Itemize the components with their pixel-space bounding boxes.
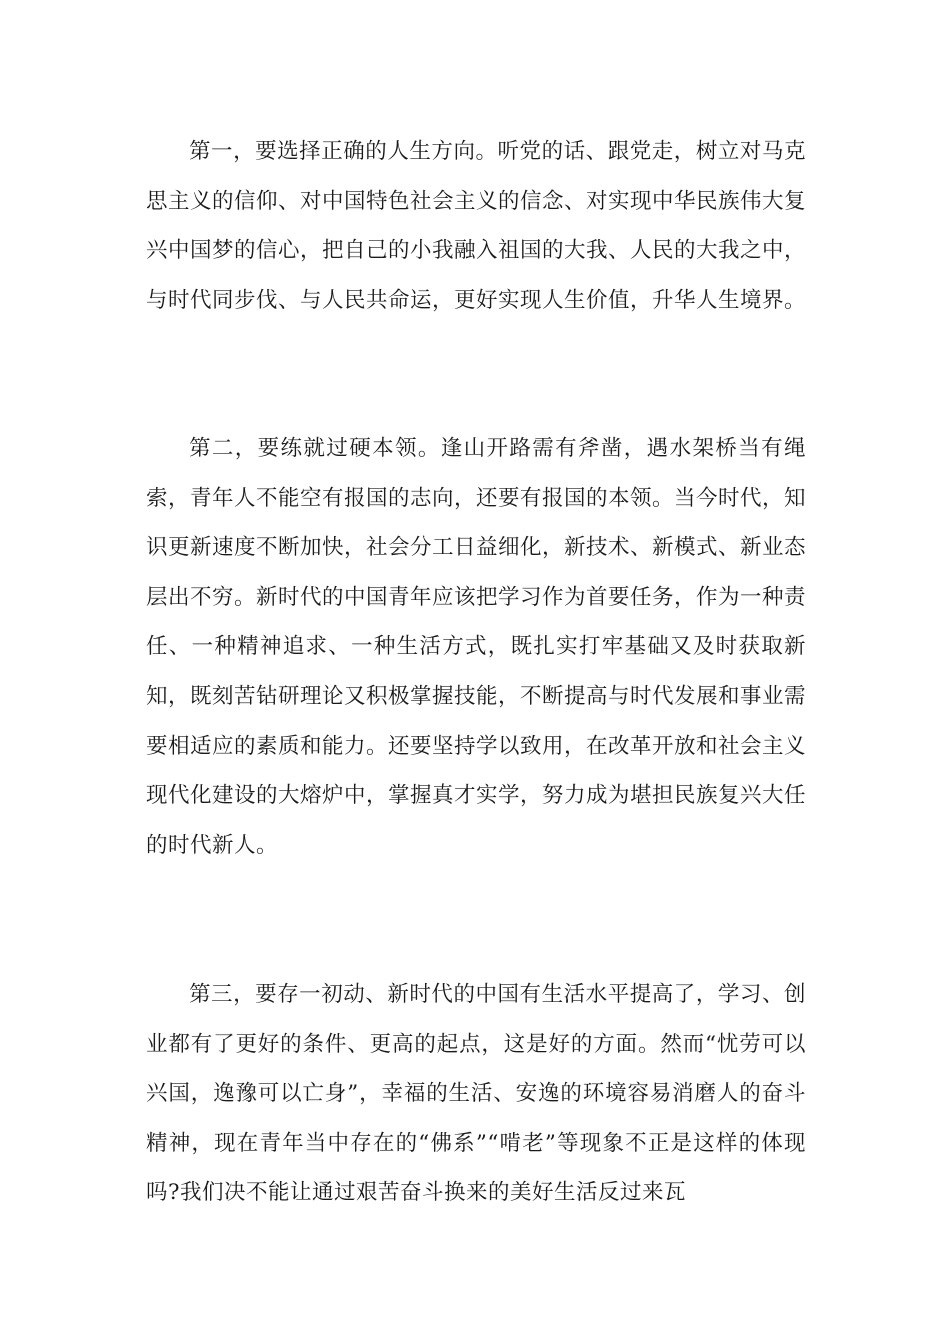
paragraph-first-direction: 第一，要选择正确的人生方向。听党的话、跟党走，树立对马克思主义的信仰、对中国特色社会主义的信念、对实现中华民族伟大复兴中国梦的信心，把自己的小我融入祖国的大我、人民的大我之中，与时代同步伐、与人民共命运，更好实现人生价值，升华人生境界。	[146, 139, 807, 313]
paragraph-third-struggle: 第三，要存一初动、新时代的中国有生活水平提高了，学习、创业都有了更好的条件、更高的起点，这是好的方面。然而“忧劳可以兴国，逸豫可以亡身”，幸福的生活、安逸的环境容易消磨人的奋斗精神，现在青年当中存在的“佛系”“啃老”等现象不正是这样的体现吗?我们决不能让通过艰苦奋斗换来的美好生活反过来瓦	[146, 982, 806, 1206]
paragraph-second-skills: 第二，要练就过硬本领。逢山开路需有斧凿，遇水架桥当有绳索，青年人不能空有报国的志向，还要有报国的本领。当今时代，知识更新速度不断加快，社会分工日益细化，新技术、新模式、新业态层出不穷。新时代的中国青年应该把学习作为首要任务，作为一种责任、一种精神追求、一种生活方式，既扎实打牢基础又及时获取新知，既刻苦钻研理论又积极掌握技能，不断提高与时代发展和事业需要相适应的素质和能力。还要坚持学以致用，在改革开放和社会主义现代化建设的大熔炉中，掌握真才实学，努力成为堪担民族复兴大任的时代新人。	[146, 436, 807, 858]
